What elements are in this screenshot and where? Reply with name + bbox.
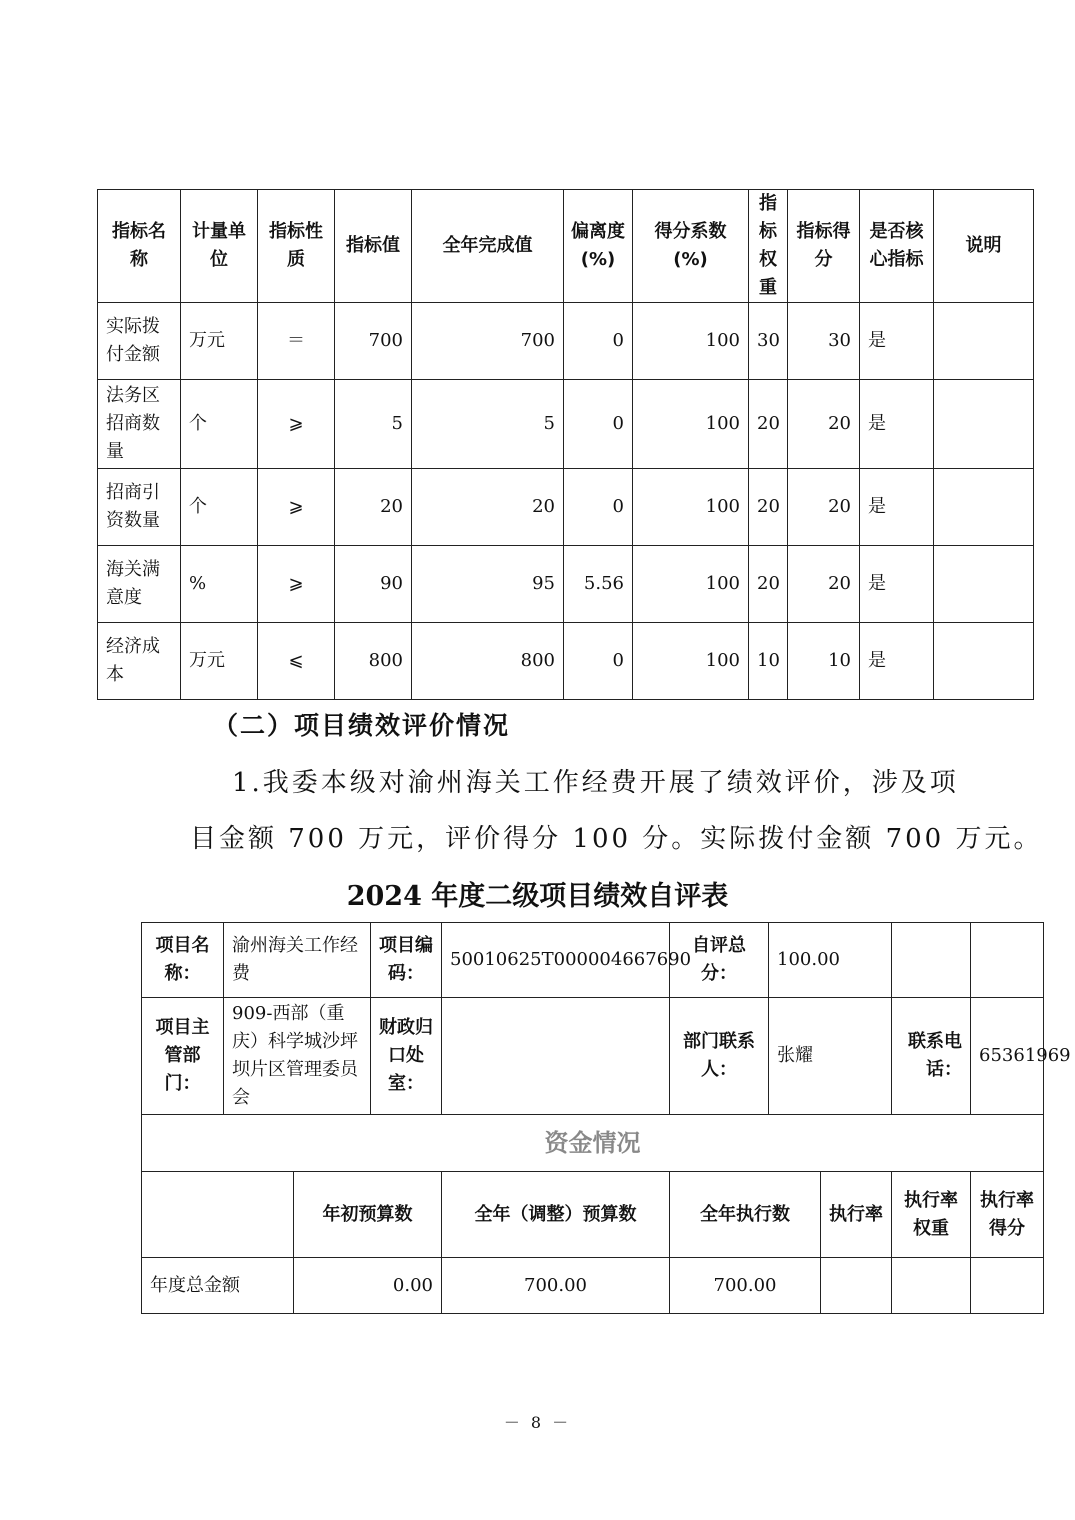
page-number: － 8 － — [503, 1413, 572, 1432]
table-row — [98, 623, 1034, 700]
funds-row — [142, 1258, 1044, 1314]
funds-adjusted: 700.00 — [442, 1258, 670, 1314]
finance-label: 财政归口处室： — [371, 998, 442, 1115]
paragraph-line-2: 目金额 700 万元，评价得分 100 分。实际拨付金额 700 万元。 — [190, 824, 1043, 854]
cell-deviation: 0 — [564, 303, 633, 380]
cell-target: 800 — [335, 623, 412, 700]
finance — [442, 998, 670, 1115]
header-indicator-name: 指标名称 — [98, 190, 181, 303]
header-note: 说明 — [934, 190, 1034, 303]
funds-rate — [821, 1258, 892, 1314]
funds-header-initial: 年初预算数 — [294, 1172, 442, 1258]
cell-core: 是 — [860, 469, 934, 546]
funds-heading: 资金情况 — [142, 1115, 1044, 1172]
section-heading: （二）项目绩效评价情况 — [213, 711, 511, 740]
cell-unit: 个 — [181, 380, 258, 469]
cell-weight: 20 — [749, 546, 788, 623]
cell-name: 法务区招商数量 — [98, 380, 181, 469]
project-code-label: 项目编码： — [371, 923, 442, 998]
cell-nature: ⩽ — [258, 623, 335, 700]
cell-weight: 20 — [749, 380, 788, 469]
header-weight: 指标权重 — [749, 190, 788, 303]
cell-score: 20 — [788, 469, 860, 546]
cell-nature: ＝ — [258, 303, 335, 380]
self-evaluation-form — [141, 922, 1071, 1314]
phone: 65361969 — [971, 998, 1044, 1115]
table-row — [98, 303, 1034, 380]
form-title: 2024 年度二级项目绩效自评表 — [346, 881, 729, 912]
cell-actual: 20 — [412, 469, 564, 546]
cell-deviation: 0 — [564, 623, 633, 700]
cell-weight: 30 — [749, 303, 788, 380]
funds-rate-score — [971, 1258, 1044, 1314]
cell-note — [934, 469, 1034, 546]
header-unit: 计量单位 — [181, 190, 258, 303]
cell-score: 30 — [788, 303, 860, 380]
cell-coef: 100 — [633, 380, 749, 469]
cell-target: 90 — [335, 546, 412, 623]
funds-header-executed: 全年执行数 — [670, 1172, 821, 1258]
table-row — [98, 469, 1034, 546]
cell-score: 20 — [788, 380, 860, 469]
cell-coef: 100 — [633, 546, 749, 623]
funds-header-blank — [142, 1172, 294, 1258]
header-nature: 指标性质 — [258, 190, 335, 303]
funds-header-adjusted: 全年（调整）预算数 — [442, 1172, 670, 1258]
table-row — [98, 546, 1034, 623]
indicator-header-row — [98, 190, 1034, 303]
self-score: 100.00 — [769, 923, 892, 998]
cell-target: 20 — [335, 469, 412, 546]
cell-actual: 95 — [412, 546, 564, 623]
cell-score: 10 — [788, 623, 860, 700]
cell-note — [934, 546, 1034, 623]
header-deviation: 偏离度(%) — [564, 190, 633, 303]
empty-cell — [892, 923, 971, 998]
cell-unit: 个 — [181, 469, 258, 546]
header-score: 指标得分 — [788, 190, 860, 303]
cell-core: 是 — [860, 380, 934, 469]
funds-header-row — [142, 1172, 1044, 1258]
cell-coef: 100 — [633, 303, 749, 380]
cell-target: 700 — [335, 303, 412, 380]
cell-unit: 万元 — [181, 623, 258, 700]
cell-core: 是 — [860, 303, 934, 380]
table-row — [98, 380, 1034, 469]
phone-label: 联系电话： — [892, 998, 971, 1115]
funds-initial: 0.00 — [294, 1258, 442, 1314]
paragraph-line-1: 1.我委本级对渝州海关工作经费开展了绩效评价，涉及项 — [232, 768, 959, 798]
cell-note — [934, 623, 1034, 700]
cell-unit: 万元 — [181, 303, 258, 380]
cell-name: 经济成本 — [98, 623, 181, 700]
cell-name: 海关满意度 — [98, 546, 181, 623]
self-score-label: 自评总分： — [670, 923, 769, 998]
header-core: 是否核心指标 — [860, 190, 934, 303]
project-name-label: 项目名称： — [142, 923, 224, 998]
cell-weight: 20 — [749, 469, 788, 546]
cell-deviation: 0 — [564, 380, 633, 469]
funds-executed: 700.00 — [670, 1258, 821, 1314]
cell-name: 实际拨付金额 — [98, 303, 181, 380]
dept-label: 项目主管部门： — [142, 998, 224, 1115]
cell-actual: 800 — [412, 623, 564, 700]
funds-rate-weight — [892, 1258, 971, 1314]
cell-nature: ⩾ — [258, 546, 335, 623]
project-name: 渝州海关工作经费 — [224, 923, 371, 998]
contact: 张耀 — [769, 998, 892, 1115]
cell-deviation: 0 — [564, 469, 633, 546]
contact-label: 部门联系人： — [670, 998, 769, 1115]
cell-core: 是 — [860, 623, 934, 700]
funds-header-rate-weight: 执行率权重 — [892, 1172, 971, 1258]
cell-target: 5 — [335, 380, 412, 469]
header-target: 指标值 — [335, 190, 412, 303]
cell-note — [934, 380, 1034, 469]
header-actual: 全年完成值 — [412, 190, 564, 303]
funds-heading-row — [142, 1115, 1044, 1172]
cell-score: 20 — [788, 546, 860, 623]
header-coef: 得分系数(%) — [633, 190, 749, 303]
funds-row-label: 年度总金额 — [142, 1258, 294, 1314]
cell-note — [934, 303, 1034, 380]
dept: 909-西部（重庆）科学城沙坪坝片区管理委员会 — [224, 998, 371, 1115]
cell-unit: % — [181, 546, 258, 623]
cell-nature: ⩾ — [258, 380, 335, 469]
project-code: 50010625T000004667690 — [442, 923, 670, 998]
cell-weight: 10 — [749, 623, 788, 700]
cell-coef: 100 — [633, 469, 749, 546]
empty-cell — [971, 923, 1044, 998]
indicator-table — [97, 189, 1034, 700]
cell-name: 招商引资数量 — [98, 469, 181, 546]
cell-deviation: 5.56 — [564, 546, 633, 623]
funds-header-rate-score: 执行率得分 — [971, 1172, 1044, 1258]
cell-core: 是 — [860, 546, 934, 623]
cell-coef: 100 — [633, 623, 749, 700]
cell-actual: 700 — [412, 303, 564, 380]
cell-nature: ⩾ — [258, 469, 335, 546]
funds-header-rate: 执行率 — [821, 1172, 892, 1258]
cell-actual: 5 — [412, 380, 564, 469]
form-row-project — [142, 923, 1044, 998]
form-row-department — [142, 998, 1044, 1115]
